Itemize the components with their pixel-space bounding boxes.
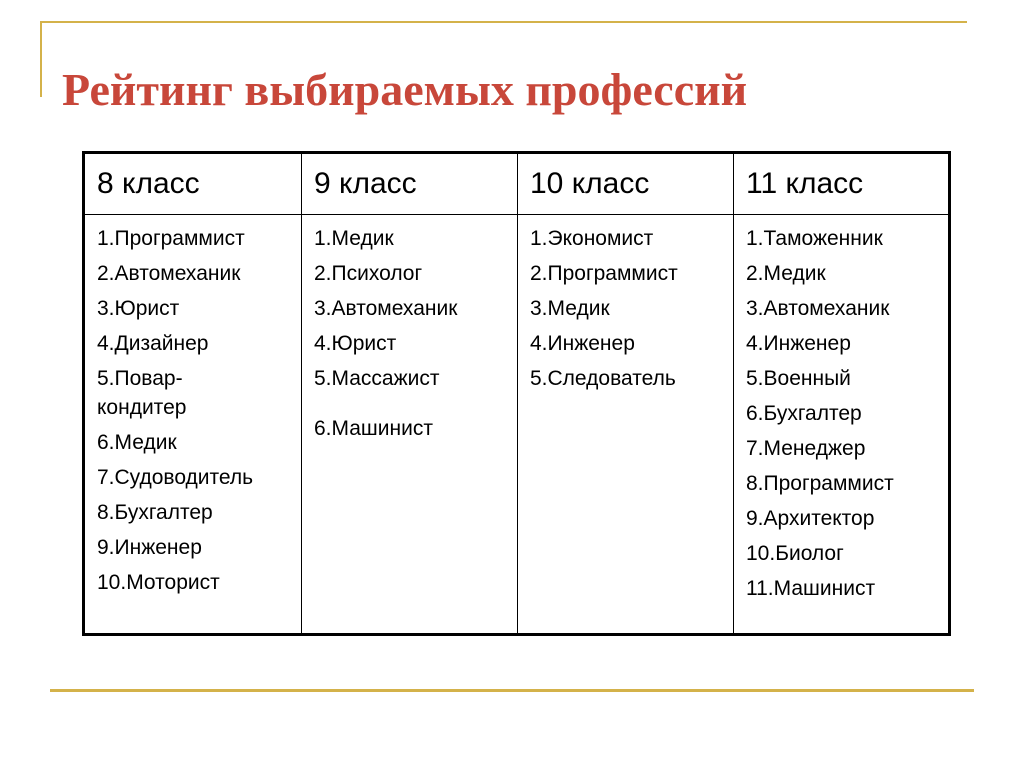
grade-10-cell xyxy=(518,215,734,635)
list-item: 3.Юрист xyxy=(97,297,180,320)
list-item: 3.Автомеханик xyxy=(314,297,458,320)
slide-title: Рейтинг выбираемых профессий xyxy=(62,64,748,115)
list-item: 9.Архитектор xyxy=(746,507,875,530)
list-item: 8.Бухгалтер xyxy=(97,501,213,524)
list-item: 1.Программист xyxy=(97,227,245,250)
table-row xyxy=(84,215,950,635)
list-item: 11.Машинист xyxy=(746,577,876,600)
header-grade-9: 9 класс xyxy=(302,153,518,215)
list-item: 5.Массажист xyxy=(314,367,440,390)
top-decor-line xyxy=(40,21,967,23)
grade-9-list xyxy=(314,221,517,446)
list-item: 5.Следователь xyxy=(530,367,676,390)
list-item: 2.Медик xyxy=(746,262,826,285)
list-item: 2.Программист xyxy=(530,262,678,285)
list-item: 7.Судоводитель xyxy=(97,466,254,489)
grade-10-list xyxy=(530,221,733,396)
list-item: 7.Менеджер xyxy=(746,437,866,460)
list-item: 6.Медик xyxy=(97,431,177,454)
list-item: 6.Машинист xyxy=(314,417,433,440)
list-item: 5.Военный xyxy=(746,367,851,390)
left-decor-line xyxy=(40,21,42,97)
list-item: 10.Моторист xyxy=(97,571,220,594)
list-item: 1.Экономист xyxy=(530,227,654,250)
grade-8-cell xyxy=(84,215,302,635)
list-item: 3.Автомеханик xyxy=(746,297,890,320)
list-item: 2.Психолог xyxy=(314,262,423,285)
header-grade-10: 10 класс xyxy=(518,153,734,215)
grade-8-list xyxy=(97,221,301,600)
list-item: 9.Инженер xyxy=(97,536,202,559)
grade-9-cell xyxy=(302,215,518,635)
list-item: 4.Дизайнер xyxy=(97,332,209,355)
bottom-decor-line xyxy=(50,689,974,692)
grade-11-list xyxy=(746,221,948,606)
header-grade-8: 8 класс xyxy=(84,153,302,215)
table-header-row xyxy=(84,153,950,215)
list-item: 3.Медик xyxy=(530,297,610,320)
list-item: 8.Программист xyxy=(746,472,894,495)
list-item: 4.Инженер xyxy=(746,332,851,355)
list-item: 6.Бухгалтер xyxy=(746,402,862,425)
profession-rating-table xyxy=(82,151,951,636)
list-item: 4.Юрист xyxy=(314,332,397,355)
grade-11-cell xyxy=(734,215,950,635)
header-grade-11: 11 класс xyxy=(734,153,950,215)
list-item: 10.Биолог xyxy=(746,542,844,565)
list-item: 1.Таможенник xyxy=(746,227,883,250)
list-item: 4.Инженер xyxy=(530,332,635,355)
list-item: 5.Повар-кондитер xyxy=(97,367,187,419)
list-item: 2.Автомеханик xyxy=(97,262,241,285)
list-item: 1.Медик xyxy=(314,227,394,250)
